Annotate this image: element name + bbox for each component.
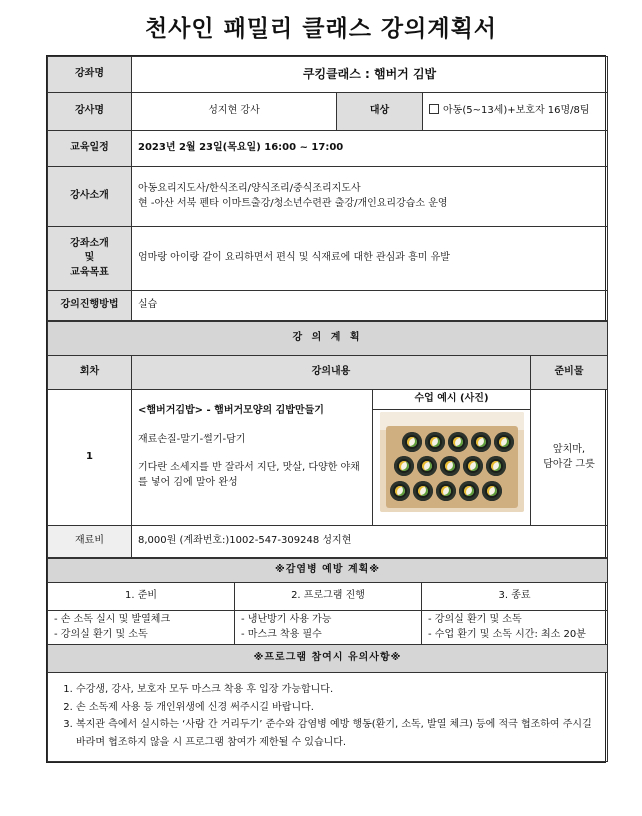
kimbap-photo: [380, 412, 524, 512]
kimbap-roll: [448, 432, 468, 452]
kimbap-roll: [494, 432, 514, 452]
col-content: 강의내용: [132, 356, 531, 390]
info-table: [47, 56, 608, 321]
kimbap-roll: [486, 456, 506, 476]
prevention-col-2: 2. 프로그램 진행: [235, 583, 422, 611]
prevention-item: - 수업 환기 및 소독 시간: 최소 20분: [428, 628, 586, 640]
note-item: 3. 복지관 측에서 실시하는 ‘사람 간 거리두기’ 준수와 감염병 예방 행동(환기, 소독, 발열 체크) 등에 적극 협조하여 주시길 바라며 협조하지 않을 시 프로그램 참여가 제한될 수 있습니다.: [76, 716, 595, 751]
kimbap-roll: [417, 456, 437, 476]
prep-line-1: 앞치마,: [552, 444, 586, 455]
instructor-value: 성지현 강사: [132, 93, 337, 131]
prevention-table: [47, 558, 608, 762]
instructor-label: 강사명: [48, 93, 132, 131]
method-label: 강의진행방법: [48, 291, 132, 321]
kimbap-roll: [440, 456, 460, 476]
photo-label: 수업 예시 (사진): [373, 390, 530, 410]
fee-label: 재료비: [48, 526, 132, 558]
prep-line-2: 담아갈 그릇: [543, 458, 595, 470]
intro-label-line-3: 교육목표: [70, 266, 109, 278]
col-prep: 준비물: [531, 356, 608, 390]
bio-cell: [132, 167, 608, 227]
prevention-item: - 냉난방기 사용 가능: [241, 614, 332, 625]
kimbap-roll: [482, 481, 502, 501]
kimbap-roll: [425, 432, 445, 452]
prevention-cell-3: [422, 611, 608, 645]
plan-table: [47, 321, 608, 558]
photo-cell: [373, 390, 531, 526]
prevention-item: - 마스크 착용 필수: [241, 628, 322, 640]
date-value: 2023년 2월 23일(목요일) 16:00 ~ 17:00: [132, 131, 608, 167]
method-value: 실습: [132, 291, 608, 321]
prevention-col-1: 1. 준비: [48, 583, 235, 611]
bio-line-1: 아동요리지도사/한식조리/양식조리/중식조리지도사: [138, 183, 361, 194]
fee-value: 8,000원 (계좌번호:)1002-547-309248 성지현: [132, 526, 608, 558]
col-session: 회차: [48, 356, 132, 390]
content-desc: 기다란 소세지를 반 잘라서 지단, 맛살, 다양한 야채를 넣어 김에 말아 완성: [138, 462, 360, 488]
notes-section-title: ※프로그램 참여시 유의사항※: [48, 645, 608, 673]
kimbap-roll: [436, 481, 456, 501]
prevention-item: - 강의실 환기 및 소독: [54, 628, 148, 640]
checkbox-icon: [429, 104, 439, 114]
kimbap-roll: [459, 481, 479, 501]
prep-cell: [531, 390, 608, 526]
target-label: 대상: [337, 93, 423, 131]
course-label: 강좌명: [48, 57, 132, 93]
kimbap-roll: [394, 456, 414, 476]
bio-label: 강사소개: [48, 167, 132, 227]
intro-label: [48, 227, 132, 291]
note-item: 2. 손 소독제 사용 등 개인위생에 신경 써주시길 바랍니다.: [76, 699, 595, 717]
intro-value: 엄마랑 아이랑 같이 요리하면서 편식 및 식재료에 대한 관심과 흥미 유발: [132, 227, 608, 291]
prevention-item: - 강의실 환기 및 소독: [428, 614, 522, 625]
target-cell: [423, 93, 608, 131]
content-title: <햄버거김밥> - 햄버거모양의 김밥만들기: [138, 405, 324, 416]
lecture-plan-sheet: [46, 55, 606, 763]
kimbap-roll: [471, 432, 491, 452]
kimbap-roll: [463, 456, 483, 476]
intro-label-line-2: 및: [84, 252, 95, 264]
prevention-cell-2: [235, 611, 422, 645]
date-label: 교육일정: [48, 131, 132, 167]
content-steps: 재료손질-말기-썰기-담기: [138, 433, 246, 445]
notes-cell: [48, 673, 608, 762]
prevention-item: - 손 소독 실시 및 발열체크: [54, 614, 171, 625]
course-value: 쿠킹클래스 : 햄버거 김밥: [132, 57, 608, 93]
notes-list: [66, 681, 595, 751]
page-title: 천사인 패밀리 클래스 강의계획서: [144, 16, 498, 42]
prevention-section-title: ※감염병 예방 계획※: [48, 559, 608, 583]
content-cell: [132, 390, 373, 526]
kimbap-roll: [413, 481, 433, 501]
prevention-cell-1: [48, 611, 235, 645]
intro-label-line-1: 강좌소개: [70, 237, 109, 249]
plan-section-title: 강 의 계 획: [48, 322, 608, 356]
prevention-col-3: 3. 종료: [422, 583, 608, 611]
session-number: 1: [48, 390, 132, 526]
note-item: 1. 수강생, 강사, 보호자 모두 마스크 착용 후 입장 가능합니다.: [76, 681, 595, 699]
bio-line-2: 현 -아산 서북 펜타 이마트출강/청소년수련관 출강/개인요리강습소 운영: [138, 197, 448, 209]
target-value: 아동(5~13세)+보호자 16명/8팀: [443, 105, 590, 117]
kimbap-roll: [402, 432, 422, 452]
kimbap-roll: [390, 481, 410, 501]
